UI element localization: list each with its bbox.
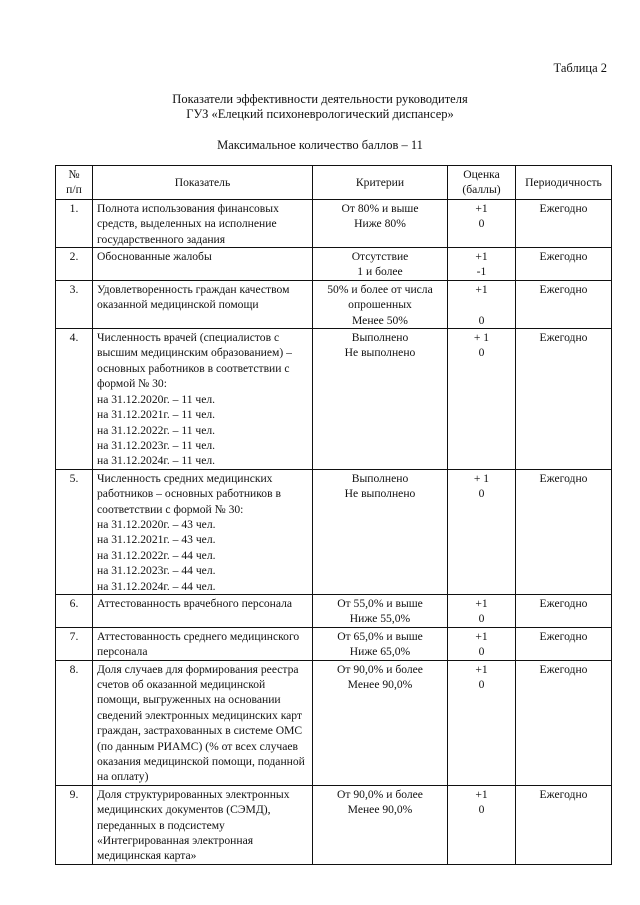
indicator-cell	[93, 248, 313, 281]
document-title-line2: ГУЗ «Елецкий психоневрологический диспансер»	[186, 107, 454, 121]
criteria-cell	[313, 329, 448, 470]
criteria-text: От 65,0% и выше	[337, 629, 423, 643]
table-row	[56, 199, 612, 247]
indicator-text: на 31.12.2024г. – 11 чел.	[97, 454, 216, 468]
criteria-cell	[313, 199, 448, 247]
row-number: 9.	[56, 785, 93, 864]
criteria-text: 1 и более	[357, 265, 403, 279]
indicator-text: Полнота использования финансовых средств, выделенных на исполнение государственного задания	[97, 201, 279, 246]
score-cell	[448, 627, 516, 660]
indicator-text: Аттестованность среднего медицинского персонала	[97, 629, 300, 659]
period-cell: Ежегодно	[516, 469, 612, 594]
score-cell	[448, 594, 516, 627]
indicator-cell	[93, 660, 313, 785]
table-label: Таблица 2	[553, 61, 607, 75]
criteria-text: Ниже 65,0%	[349, 645, 411, 659]
header-num: № п/п	[56, 166, 93, 200]
header-score: Оценка (баллы)	[448, 166, 516, 200]
criteria-cell	[313, 785, 448, 864]
score-cell	[448, 280, 516, 328]
score-value: 0	[478, 678, 485, 691]
score-cell	[448, 199, 516, 247]
indicator-text: на 31.12.2024г. – 44 чел.	[97, 579, 216, 593]
score-value: 0	[478, 346, 485, 360]
row-number: 1.	[56, 199, 93, 247]
period-cell: Ежегодно	[516, 660, 612, 785]
criteria-text: Менее 50%	[352, 313, 408, 327]
period-cell: Ежегодно	[516, 329, 612, 470]
indicator-text: на 31.12.2022г. – 44 чел.	[97, 548, 216, 562]
criteria-text: Не выполнено	[344, 487, 416, 501]
header-criteria: Критерии	[313, 166, 448, 200]
score-value: +1	[475, 596, 488, 610]
score-cell	[448, 469, 516, 594]
indicator-cell	[93, 280, 313, 328]
table-row	[56, 785, 612, 864]
score-value: +1	[475, 250, 488, 264]
indicator-text: на 31.12.2023г. – 44 чел.	[97, 564, 216, 578]
document-title-line1: Показатели эффективности деятельности руководителя	[172, 92, 468, 106]
table-row	[56, 280, 612, 328]
score-value: +1	[475, 662, 488, 676]
criteria-cell	[313, 627, 448, 660]
header-period: Периодичность	[516, 166, 612, 200]
period-cell: Ежегодно	[516, 594, 612, 627]
score-value: +1	[475, 201, 488, 215]
criteria-text: От 55,0% и выше	[337, 596, 423, 610]
table-row	[56, 248, 612, 281]
score-value: +1	[475, 629, 488, 643]
row-number: 4.	[56, 329, 93, 470]
table-row	[56, 627, 612, 660]
criteria-text: От 90,0% и более	[337, 662, 423, 676]
indicator-text: на 31.12.2020г. – 43 чел.	[97, 517, 216, 531]
criteria-text: Ниже 80%	[354, 217, 406, 231]
table-row	[56, 594, 612, 627]
score-cell	[448, 248, 516, 281]
indicator-text: Численность врачей (специалистов с высшим медицинским образованием) – основных работников в соответствии с формой № 30:	[97, 331, 292, 391]
indicator-text: Удовлетворенность граждан качеством оказанной медицинской помощи	[97, 282, 290, 312]
score-value: -1	[476, 265, 487, 279]
indicator-cell	[93, 785, 313, 864]
period-cell: Ежегодно	[516, 627, 612, 660]
score-value: + 1	[473, 471, 490, 485]
criteria-text: Не выполнено	[344, 346, 416, 360]
criteria-text: Отсутствие	[351, 250, 409, 264]
criteria-cell	[313, 660, 448, 785]
score-cell	[448, 329, 516, 470]
table-header-row	[56, 166, 612, 200]
score-value: 0	[478, 217, 485, 231]
criteria-text: От 80% и выше	[341, 201, 419, 215]
row-number: 8.	[56, 660, 93, 785]
indicator-cell	[93, 329, 313, 470]
table-row	[56, 469, 612, 594]
indicator-text: на 31.12.2020г. – 11 чел.	[97, 392, 216, 406]
table-row	[56, 660, 612, 785]
score-value: +1	[475, 282, 488, 296]
header-indicator: Показатель	[93, 166, 313, 200]
score-cell	[448, 660, 516, 785]
indicator-text: Доля случаев для формирования реестра счетов об оказанной медицинской помощи, выгруженных на основании сведений электронных медицинских карт граждан, застрахованных в системе ОМС (по данным РИАМС) (% от всех случаев оказания медицинской помощи, поданной на оплату)	[97, 662, 305, 784]
criteria-text: От 90,0% и более	[337, 787, 423, 801]
criteria-cell	[313, 469, 448, 594]
criteria-cell	[313, 594, 448, 627]
score-value: 0	[478, 645, 485, 659]
score-value: +1	[475, 787, 488, 801]
criteria-cell	[313, 248, 448, 281]
indicator-cell	[93, 627, 313, 660]
criteria-text: Выполнено	[351, 331, 409, 345]
row-number: 7.	[56, 627, 93, 660]
indicator-text: Доля структурированных электронных медицинских документов (СЭМД), переданных в подсистему «Интегрированная электронная медицинская карта»	[97, 787, 290, 863]
criteria-cell	[313, 280, 448, 328]
indicator-text: Численность средних медицинских работников – основных работников в соответствии с формой № 30:	[97, 471, 281, 516]
score-cell	[448, 785, 516, 864]
indicator-text: на 31.12.2023г. – 11 чел.	[97, 438, 216, 452]
max-score-note: Максимальное количество баллов – 11	[217, 138, 423, 152]
period-cell: Ежегодно	[516, 248, 612, 281]
table-row	[56, 329, 612, 470]
row-number: 2.	[56, 248, 93, 281]
criteria-text: Выполнено	[351, 471, 409, 485]
score-value: 0	[478, 313, 485, 327]
period-cell: Ежегодно	[516, 280, 612, 328]
row-number: 5.	[56, 469, 93, 594]
indicators-table	[55, 165, 612, 865]
criteria-text: Ниже 55,0%	[349, 612, 411, 626]
indicator-cell	[93, 199, 313, 247]
score-value: + 1	[473, 331, 490, 345]
indicator-text: на 31.12.2021г. – 43 чел.	[97, 533, 216, 547]
score-value: 0	[478, 487, 485, 501]
row-number: 3.	[56, 280, 93, 328]
score-value: 0	[478, 612, 485, 626]
indicator-text: на 31.12.2022г. – 11 чел.	[97, 423, 216, 437]
criteria-text: 50% и более от числа опрошенных	[327, 282, 433, 312]
indicator-text: Обоснованные жалобы	[97, 250, 212, 264]
criteria-text: Менее 90,0%	[347, 678, 413, 691]
indicator-cell	[93, 594, 313, 627]
row-number: 6.	[56, 594, 93, 627]
period-cell: Ежегодно	[516, 785, 612, 864]
criteria-text: Менее 90,0%	[347, 803, 413, 817]
indicator-cell	[93, 469, 313, 594]
period-cell: Ежегодно	[516, 199, 612, 247]
indicator-text: на 31.12.2021г. – 11 чел.	[97, 408, 216, 422]
indicator-text: Аттестованность врачебного персонала	[97, 596, 293, 610]
score-value: 0	[478, 803, 485, 817]
